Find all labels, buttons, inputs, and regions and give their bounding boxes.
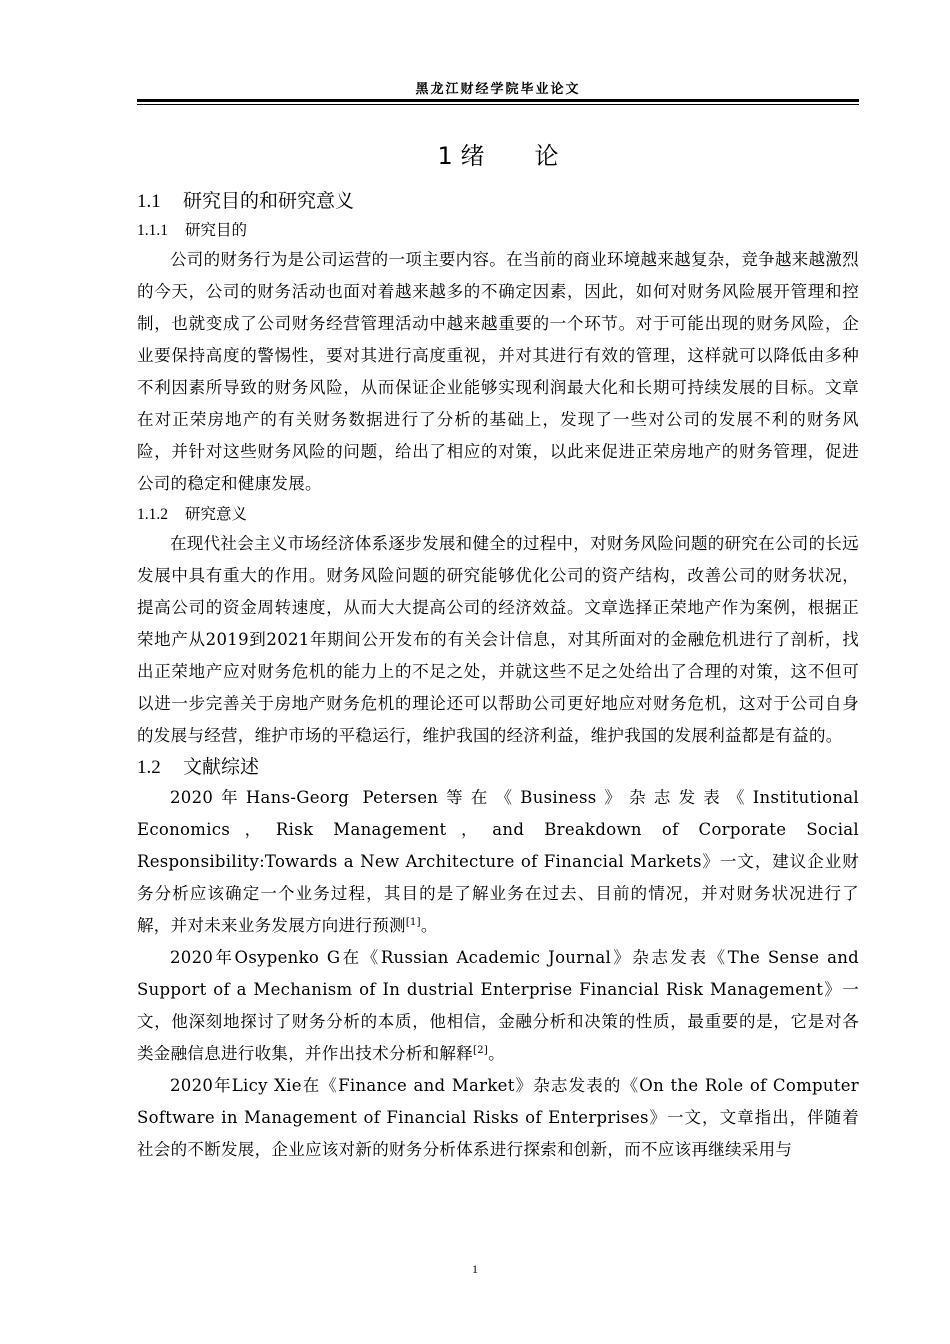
section-heading-1-1	[137, 186, 859, 216]
subsection-title: 研究意义	[185, 505, 248, 523]
section-title: 文献综述	[183, 756, 260, 778]
subsection-heading-1-1-2	[137, 500, 859, 528]
page-body	[137, 186, 859, 1166]
chapter-title-part-a: 绪	[460, 142, 485, 170]
subsection-number: 1.1.2	[137, 506, 168, 523]
header-rule-thin	[137, 104, 859, 105]
paragraph-literature-1	[137, 782, 859, 942]
section-number: 1.2	[137, 757, 161, 778]
paragraph-research-significance: 在现代社会主义市场经济体系逐步发展和健全的过程中，对财务风险问题的研究在公司的长远发展中具有重大的作用。财务风险问题的研究能够优化公司的资产结构，改善公司的财务状况，提高公司的资金周转速度，从而大大提高公司的经济效益。文章选择正荣地产作为案例，根据正荣地产从2019到2021年期间公开发布的有关会计信息，对其所面对的金融危机进行了剖析，找出正荣地产应对财务危机的能力上的不足之处，并就这些不足之处给出了合理的对策，这不但可以进一步完善关于房地产财务危机的理论还可以帮助公司更好地应对财务危机，这对于公司自身的发展与经营，维护市场的平稳运行，维护我国的经济利益，维护我国的发展利益都是有益的。	[137, 534, 859, 745]
running-header: 黑龙江财经学院毕业论文	[415, 82, 581, 97]
paragraph-literature-3: 2020年Licy Xie在《Finance and Market》杂志发表的《On the Role of Computer Software in Management of Financial Risks of Enterprises》一文，文章指出，伴随着社会的不断发展，企业应该对新的财务分析体系进行探索和创新，而不应该再继续采用与	[137, 1076, 859, 1159]
paragraph-text: 2020年Hans-Georg Petersen等在《Business》杂志发表《Institutional Economics，Risk Management，and Breakdown of Corporate Social Responsibility:Towards a New Architecture of Financial Markets》一文，建议企业财务分析应该确定一个业务过程，其目的是了解业务在过去、目前的情况，并对财务状况进行了解，并对未来业务发展方向进行预测	[137, 788, 859, 935]
section-heading-1-2	[137, 752, 859, 782]
section-number: 1.1	[137, 191, 161, 212]
subsection-title: 研究目的	[185, 221, 248, 239]
subsection-heading-1-1-1	[137, 216, 859, 244]
citation-ref: [2]	[473, 1045, 489, 1056]
paragraph-end: 。	[488, 1044, 505, 1063]
citation-ref: [1]	[405, 917, 421, 928]
paragraph-end: 。	[420, 916, 438, 935]
chapter-title	[137, 136, 859, 171]
paragraph-research-purpose: 公司的财务行为是公司运营的一项主要内容。在当前的商业环境越来越复杂，竞争越来越激烈的今天，公司的财务活动也面对着越来越多的不确定因素，因此，如何对财务风险展开管理和控制，也就变成了公司财务经营管理活动中越来越重要的一个环节。对于可能出现的财务风险，企业要保持高度的警惕性，要对其进行高度重视，并对其进行有效的管理，这样就可以降低由多种不利因素所导致的财务风险，从而保证企业能够实现利润最大化和长期可持续发展的目标。文章在对正荣房地产的有关财务数据进行了分析的基础上，发现了一些对公司的发展不利的财务风险，并针对这些财务风险的问题，给出了相应的对策，以此来促进正荣房地产的财务管理，促进公司的稳定和健康发展。	[137, 250, 859, 493]
header-rule-thick	[137, 99, 859, 102]
paragraph-text: 2020年Osypenko G在《Russian Academic Journal》杂志发表《The Sense and Support of a Mechanism of In dustrial Enterprise Financial Risk Management》一文，他深刻地探讨了财务分析的本质，他相信，金融分析和决策的性质，最重要的是，它是对各类金融信息进行收集，并作出技术分析和解释	[137, 948, 859, 1063]
page-number: 1	[472, 1262, 478, 1276]
chapter-title-part-b: 论	[534, 142, 559, 170]
chapter-number: 1	[437, 142, 453, 170]
section-title: 研究目的和研究意义	[183, 190, 355, 212]
subsection-number: 1.1.1	[137, 222, 168, 239]
paragraph-literature-2	[137, 942, 859, 1070]
